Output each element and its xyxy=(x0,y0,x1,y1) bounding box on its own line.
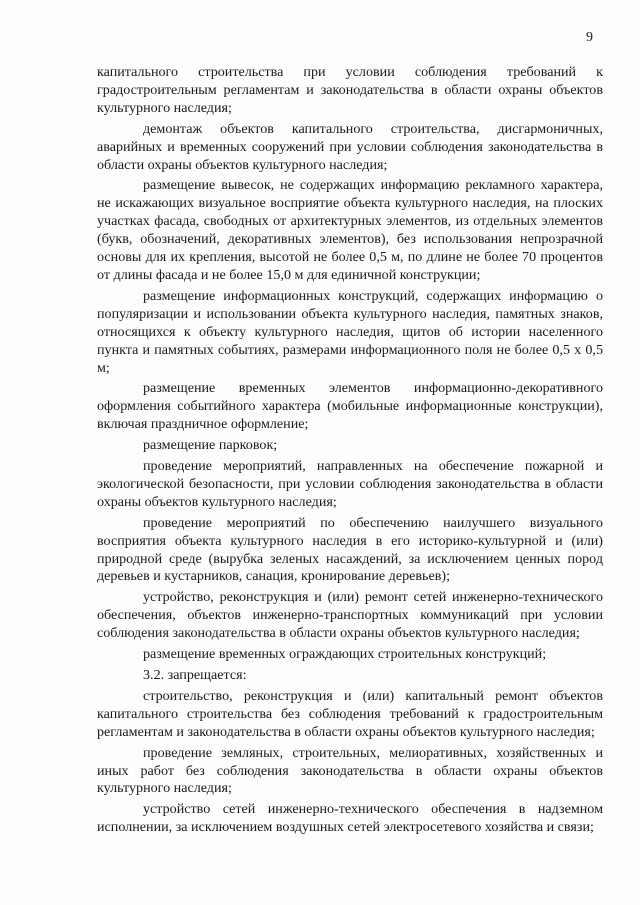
paragraph: размещение вывесок, не содержащих информацию рекламного характера, не искажающих визуальное восприятие объекта культурного наследия, на плоских участках фасада, свободных от архитектурных элементов, из отдельных элементов (букв, обозначений, декоративных элементов), без использования непрозрачной основы для их крепления, высотой не более 0,5 м, по длине не более 70 процентов от длины фасада и не более 15,0 м для единичной конструкции; xyxy=(97,177,603,283)
paragraph: проведение мероприятий по обеспечению наилучшего визуального восприятия объекта культурного наследия в его историко-культурной и (или) природной среде (вырубка зеленых насаждений, за исключением ценных пород деревьев и кустарников, санация, кронирование деревьев); xyxy=(97,514,603,585)
paragraph: демонтаж объектов капитального строительства, дисгармоничных, аварийных и временных сооружений при условии соблюдения законодательства в области охраны объектов культурного наследия; xyxy=(97,120,603,173)
paragraph: размещение парковок; xyxy=(143,437,278,454)
paragraph: устройство сетей инженерно-технического обеспечения в надземном исполнении, за исключением воздушных сетей электросетевого хозяйства и связи; xyxy=(97,801,603,836)
paragraph: проведение мероприятий, направленных на обеспечение пожарной и экологической безопасности, при условии соблюдения законодательства в области охраны объектов культурного наследия; xyxy=(97,458,603,510)
section-heading: 3.2. запрещается: xyxy=(143,667,247,683)
paragraph: размещение временных ограждающих строительных конструкций; xyxy=(143,646,547,663)
paragraph-continuation: капитального строительства при условии соблюдения требований к градостроительным регламентам и законодательства в области охраны объектов культурного наследия; xyxy=(97,64,603,116)
paragraph: устройство, реконструкция и (или) ремонт сетей инженерно-технического обеспечения, объектов инженерно-транспортных коммуникаций при условии соблюдения законодательства в области охраны объектов культурного наследия; xyxy=(97,589,603,642)
paragraph: строительство, реконструкция и (или) капитальный ремонт объектов капитального строительства без соблюдения требований к градостроительным регламентам и законодательства в области охраны объектов культурного наследия; xyxy=(97,687,603,740)
document-body xyxy=(97,64,603,837)
paragraph: размещение временных элементов информационно-декоративного оформления событийного характера (мобильные информационные конструкции), включая праздничное оформление; xyxy=(97,380,603,433)
page-number: 9 xyxy=(586,30,593,45)
paragraph: размещение информационных конструкций, содержащих информацию о популяризации и использовании объекта культурного наследия, памятных знаков, относящихся к объекту культурного наследия, щитов об истории населенного пункта и памятных событиях, размерами информационного поля не более 0,5 х 0,5 м; xyxy=(97,287,603,376)
paragraph: проведение земляных, строительных, мелиоративных, хозяйственных и иных работ без соблюдения законодательства в области охраны объектов культурного наследия; xyxy=(97,744,603,797)
